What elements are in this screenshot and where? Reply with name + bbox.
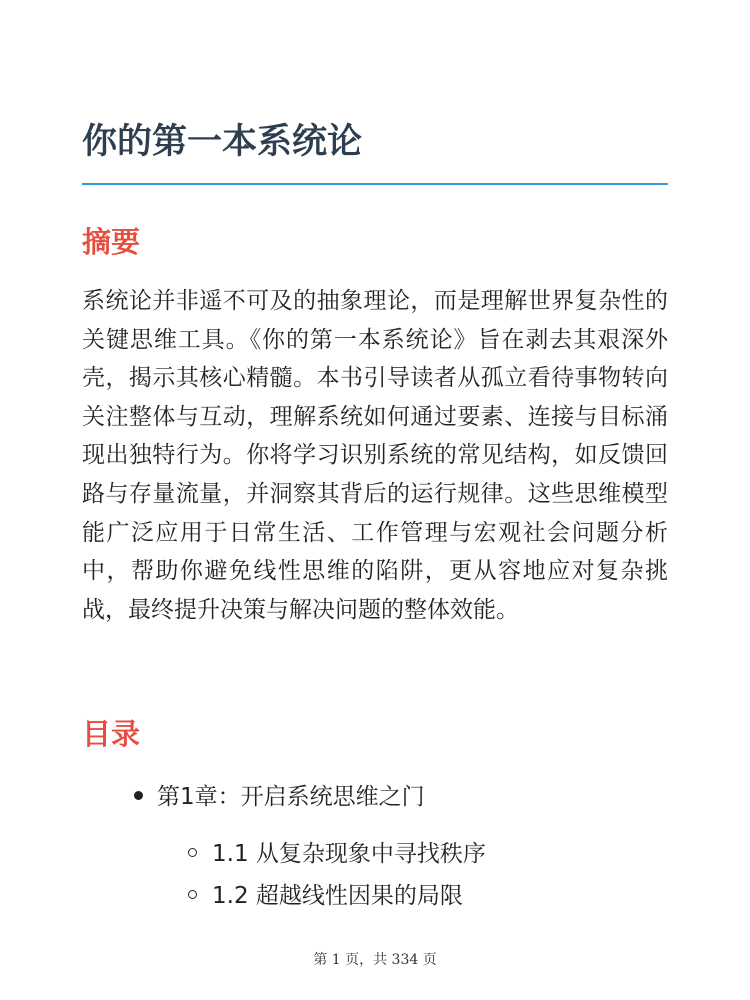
toc-section-1-1[interactable] — [188, 837, 486, 871]
page-title: 你的第一本系统论 — [82, 122, 363, 162]
abstract-heading: 摘要 — [82, 225, 141, 259]
bullet-circle-icon — [188, 848, 197, 857]
bullet-circle-icon — [188, 890, 197, 899]
toc-chapter-1[interactable] — [134, 780, 425, 814]
toc-section-label: 1.1 从复杂现象中寻找秩序 — [212, 841, 486, 867]
toc-heading: 目录 — [82, 717, 141, 751]
toc-section-1-2[interactable] — [188, 879, 463, 913]
bullet-disc-icon — [134, 791, 143, 800]
abstract-body: 系统论并非遥不可及的抽象理论，而是理解世界复杂性的关键思维工具。《你的第一本系统论》旨在剥去其艰深外壳，揭示其核心精髓。本书引导读者从孤立看待事物转向关注整体与互动，理解系统如何通过要素、连接与目标涌现出独特行为。你将学习识别系统的常见结构，如反馈回路与存量流量，并洞察其背后的运行规律。这些思维模型能广泛应用于日常生活、工作管理与宏观社会问题分析中，帮助你避免线性思维的陷阱，更从容地应对复杂挑战，最终提升决策与解决问题的整体效能。 — [82, 288, 668, 623]
page-number-footer: 第 1 页，共 334 页 — [313, 952, 437, 968]
toc-chapter-label: 第1章：开启系统思维之门 — [157, 784, 425, 810]
title-divider — [82, 183, 668, 185]
toc-section-label: 1.2 超越线性因果的局限 — [212, 883, 463, 909]
